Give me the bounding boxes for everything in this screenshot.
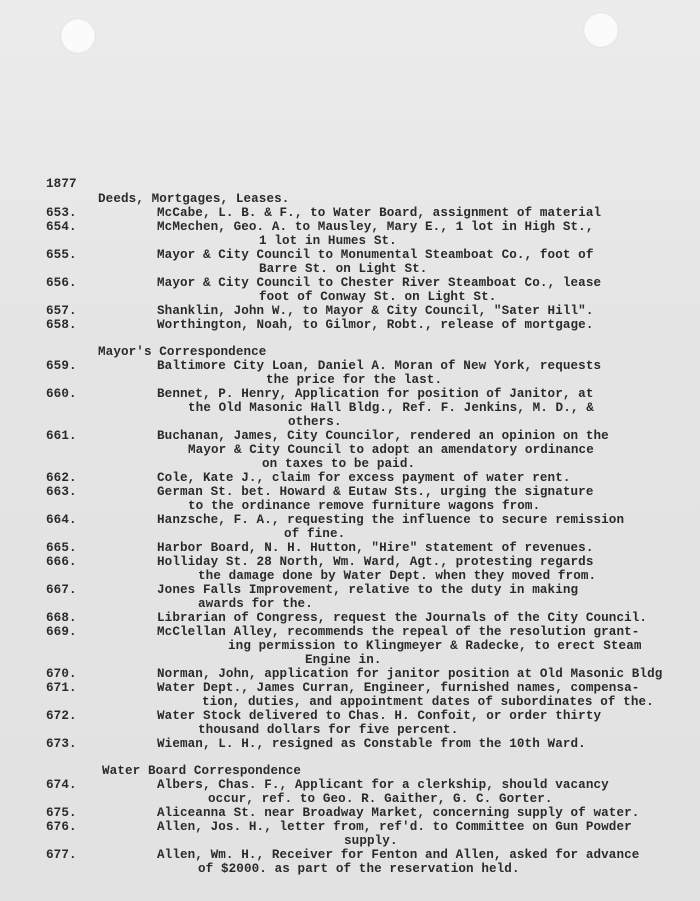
entry-continuation: the price for the last.	[266, 373, 443, 387]
document-body	[46, 177, 696, 876]
entry-continuation: Engine in.	[305, 653, 382, 667]
entry-number: 676.	[46, 820, 77, 834]
entry-number: 672.	[46, 709, 77, 723]
entry-continuation: Mayor & City Council to adopt an amendatory ordinance	[188, 443, 594, 457]
entry-number: 663.	[46, 485, 77, 499]
entry	[46, 387, 696, 401]
entry-continuation: of $2000. as part of the reservation held.	[198, 862, 520, 876]
entry-continuation: thousand dollars for five percent.	[198, 723, 459, 737]
entry-continuation: awards for the.	[198, 597, 313, 611]
entry-continuation: of fine.	[284, 527, 346, 541]
entry-continuation: to the ordinance remove furniture wagons from.	[188, 499, 541, 513]
entry	[46, 206, 696, 220]
entry	[46, 848, 696, 862]
entry-text: McClellan Alley, recommends the repeal of the resolution grant-	[157, 625, 640, 639]
entry	[46, 820, 696, 834]
entry	[46, 778, 696, 792]
entry-continuation: others.	[288, 415, 342, 429]
entry-text: Norman, John, application for janitor position at Old Masonic Bldg	[157, 667, 663, 681]
entry-number: 673.	[46, 737, 77, 751]
entry	[46, 667, 696, 681]
entry	[46, 318, 696, 332]
entry-continuation: tion, duties, and appointment dates of subordinates of the.	[202, 695, 654, 709]
entry-text: Buchanan, James, City Councilor, rendered an opinion on the	[157, 429, 609, 443]
entry-text: Water Dept., James Curran, Engineer, furnished names, compensa-	[157, 681, 640, 695]
entry	[46, 806, 696, 820]
entry-number: 669.	[46, 625, 77, 639]
entry-text: Hanzsche, F. A., requesting the influence to secure remission	[157, 513, 625, 527]
entry-number: 661.	[46, 429, 77, 443]
entry-text: Bennet, P. Henry, Application for position of Janitor, at	[157, 387, 594, 401]
entry	[46, 625, 696, 639]
entry	[46, 611, 696, 625]
entry-text: Holliday St. 28 North, Wm. Ward, Agt., protesting regards	[157, 555, 594, 569]
entry-continuation: the Old Masonic Hall Bldg., Ref. F. Jenkins, M. D., &	[188, 401, 594, 415]
entry-text: Water Stock delivered to Chas. H. Confoit, or order thirty	[157, 709, 602, 723]
entry-text: Allen, Wm. H., Receiver for Fenton and Allen, asked for advance	[157, 848, 640, 862]
entry-number: 675.	[46, 806, 77, 820]
entry-text: McMechen, Geo. A. to Mausley, Mary E., 1 lot in High St.,	[157, 220, 594, 234]
entry-number: 653.	[46, 206, 77, 220]
entry-text: Mayor & City Council to Chester River Steamboat Co., lease	[157, 276, 602, 290]
entry-text: Cole, Kate J., claim for excess payment of water rent.	[157, 471, 571, 485]
entry-number: 660.	[46, 387, 77, 401]
entry-continuation: foot of Conway St. on Light St.	[259, 290, 497, 304]
entry-number: 670.	[46, 667, 77, 681]
entry-continuation: 1 lot in Humes St.	[259, 234, 397, 248]
entry-text: Aliceanna St. near Broadway Market, concerning supply of water.	[157, 806, 640, 820]
entry-number: 677.	[46, 848, 77, 862]
entry	[46, 471, 696, 485]
entry	[46, 276, 696, 290]
entry-number: 667.	[46, 583, 77, 597]
entry-text: Jones Falls Improvement, relative to the duty in making	[157, 583, 579, 597]
entry-continuation: supply.	[344, 834, 398, 848]
entry	[46, 513, 696, 527]
entry	[46, 304, 696, 318]
punch-hole	[60, 18, 96, 54]
entry	[46, 541, 696, 555]
entry-continuation: on taxes to be paid.	[262, 457, 416, 471]
entry	[46, 583, 696, 597]
entry-text: Albers, Chas. F., Applicant for a clerkship, should vacancy	[157, 778, 609, 792]
entry-number: 657.	[46, 304, 77, 318]
entry-text: Baltimore City Loan, Daniel A. Moran of New York, requests	[157, 359, 602, 373]
entry-number: 662.	[46, 471, 77, 485]
entry-text: Wieman, L. H., resigned as Constable from the 10th Ward.	[157, 737, 586, 751]
entry-number: 665.	[46, 541, 77, 555]
entry	[46, 485, 696, 499]
entry-number: 658.	[46, 318, 77, 332]
entry	[46, 248, 696, 262]
entry	[46, 709, 696, 723]
entry-number: 671.	[46, 681, 77, 695]
entry-text: McCabe, L. B. & F., to Water Board, assignment of material	[157, 206, 602, 220]
section-heading: Water Board Correspondence	[102, 764, 302, 778]
entry	[46, 555, 696, 569]
entry	[46, 681, 696, 695]
entry-number: 668.	[46, 611, 77, 625]
entry-text: German St. bet. Howard & Eutaw Sts., urging the signature	[157, 485, 594, 499]
entry-continuation: the damage done by Water Dept. when they moved from.	[198, 569, 597, 583]
entry-number: 659.	[46, 359, 77, 373]
entry-number: 654.	[46, 220, 77, 234]
entry	[46, 429, 696, 443]
entry-text: Allen, Jos. H., letter from, ref'd. to Committee on Gun Powder	[157, 820, 632, 834]
entry-continuation: ing permission to Klingmeyer & Radecke, to erect Steam	[228, 639, 642, 653]
entry-number: 656.	[46, 276, 77, 290]
punch-hole	[583, 12, 619, 48]
entry	[46, 737, 696, 751]
entry-number: 674.	[46, 778, 77, 792]
entry-text: Librarian of Congress, request the Journals of the City Council.	[157, 611, 648, 625]
entry-text: Mayor & City Council to Monumental Steamboat Co., foot of	[157, 248, 594, 262]
document-year: 1877	[46, 177, 77, 191]
entry-text: Worthington, Noah, to Gilmor, Robt., release of mortgage.	[157, 318, 594, 332]
entry-number: 655.	[46, 248, 77, 262]
entry	[46, 220, 696, 234]
entry-number: 664.	[46, 513, 77, 527]
entry-text: Shanklin, John W., to Mayor & City Council, "Sater Hill".	[157, 304, 594, 318]
entry-continuation: Barre St. on Light St.	[259, 262, 428, 276]
entry	[46, 359, 696, 373]
entry-continuation: occur, ref. to Geo. R. Gaither, G. C. Gorter.	[208, 792, 553, 806]
entry-text: Harbor Board, N. H. Hutton, "Hire" statement of revenues.	[157, 541, 594, 555]
section-heading: Mayor's Correspondence	[98, 345, 267, 359]
section-heading: Deeds, Mortgages, Leases.	[98, 192, 290, 206]
entry-number: 666.	[46, 555, 77, 569]
